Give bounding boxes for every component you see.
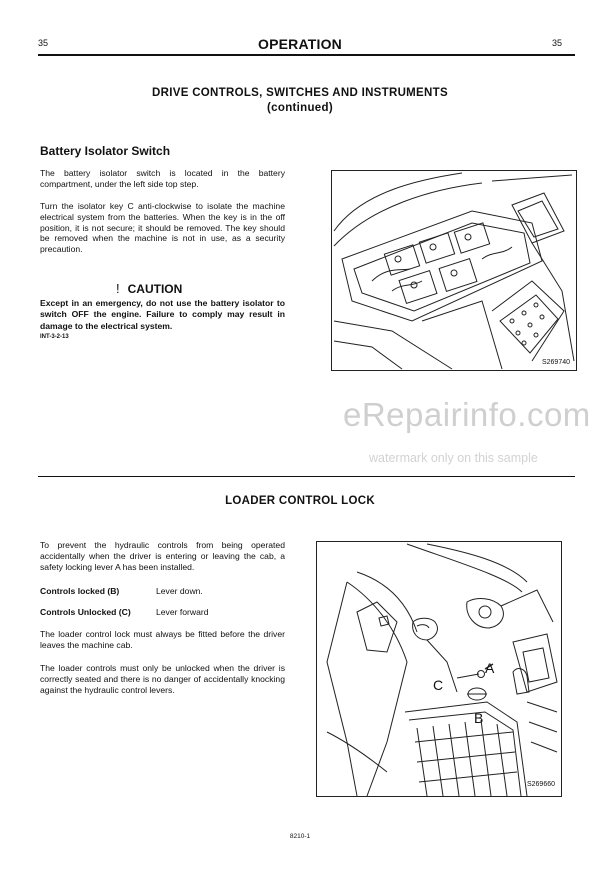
controls-unlocked-value: Lever forward xyxy=(156,607,209,617)
page-number-left: 35 xyxy=(38,38,49,48)
controls-unlocked-label: Controls Unlocked (C) xyxy=(40,607,131,617)
controls-locked-value: Lever down. xyxy=(156,586,203,596)
warning-icon: ! xyxy=(116,281,120,296)
header-rule xyxy=(38,54,575,56)
section1-title-continued: (continued) xyxy=(267,102,333,114)
battery-compartment-illustration xyxy=(332,171,576,370)
figure2-code: S269660 xyxy=(526,781,555,788)
loader-paragraph-1: To prevent the hydraulic controls from being operated accidentally when the driver is entering or leaving the cab, a safety locking lever A has been installed. xyxy=(40,540,285,572)
battery-compartment-figure xyxy=(331,170,577,371)
loader-paragraph-3: The loader controls must only be unlocked when the driver is correctly seated and there is no danger of accidentally knocking against the hydraulic control levers. xyxy=(40,663,285,695)
battery-isolator-subtitle: Battery Isolator Switch xyxy=(40,144,171,158)
section-divider xyxy=(38,476,575,477)
section1-title: DRIVE CONTROLS, SWITCHES AND INSTRUMENTS xyxy=(152,87,448,99)
caution-heading xyxy=(116,281,182,296)
watermark-sub: watermark only on this sample xyxy=(369,451,538,465)
figure2-label-a: A xyxy=(485,660,495,676)
battery-paragraph-2: Turn the isolator key C anti-clockwise to isolate the machine electrical system from the batteries. When the key is in the off position, it is not secure; it should be removed. The key should be removed when the machine is not in use, as a security precaution. xyxy=(40,201,285,255)
figure2-label-b: B xyxy=(474,710,484,726)
battery-paragraph-1: The battery isolator switch is located in the battery compartment, under the left side top step. xyxy=(40,168,285,189)
loader-lock-illustration xyxy=(317,542,561,796)
section2-title: LOADER CONTROL LOCK xyxy=(225,495,375,507)
caution-code: INT-3-2-13 xyxy=(40,334,69,340)
caution-text: Except in an emergency, do not use the battery isolator to switch OFF the engine. Failure to comply may result in damage to the electrical system. xyxy=(40,298,285,331)
page-title: OPERATION xyxy=(258,36,342,52)
figure2-label-c: C xyxy=(433,677,444,693)
caution-label: CAUTION xyxy=(127,282,183,296)
footer-code: 8210-1 xyxy=(289,833,311,840)
page-number-right: 35 xyxy=(552,38,563,48)
watermark-main: eRepairinfo.com xyxy=(343,396,591,433)
loader-lock-figure xyxy=(316,541,562,797)
controls-locked-label: Controls locked (B) xyxy=(40,586,120,596)
figure1-code: S269740 xyxy=(541,359,570,366)
loader-paragraph-2: The loader control lock must always be fitted before the driver leaves the machine cab. xyxy=(40,629,285,650)
